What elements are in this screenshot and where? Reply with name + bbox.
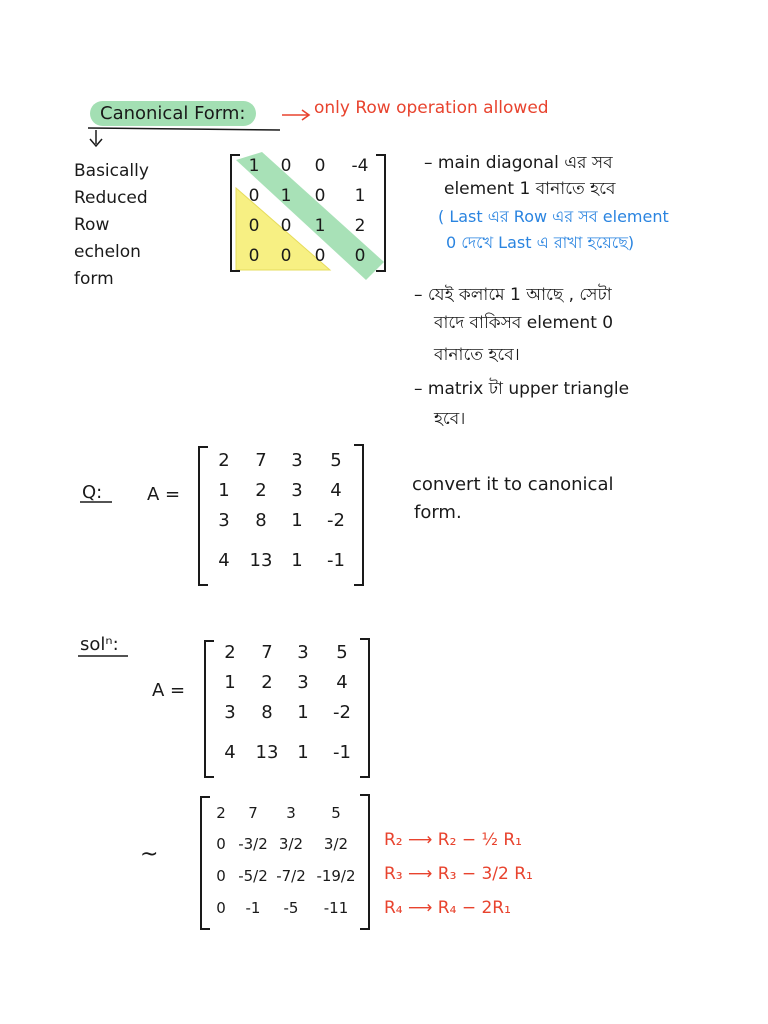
note-1-line-2: element 1 বানাতে হবে — [444, 179, 616, 199]
matrix-cell: -3/2 — [238, 835, 268, 853]
matrix-cell: -1 — [327, 550, 345, 571]
note-1-line-1: – main diagonal এর সব — [424, 153, 613, 173]
matrix-cell: 0 — [248, 186, 260, 206]
matrix-cell: 3 — [291, 480, 303, 501]
matrix-cell: 0 — [314, 156, 326, 176]
matrix-cell: 0 — [280, 246, 292, 266]
note-2-line-3: বানাতে হবে। — [434, 345, 520, 365]
matrix-cell: 8 — [261, 702, 273, 723]
matrix-cell: 2 — [224, 642, 236, 663]
matrix-cell: 1 — [248, 156, 260, 176]
basically-line: Reduced — [74, 188, 148, 208]
basically-label — [74, 158, 149, 293]
title-underline — [88, 128, 280, 130]
matrix-cell: 3/2 — [278, 835, 304, 853]
matrix-cell: -19/2 — [316, 867, 356, 885]
matrix-cell: 1 — [291, 550, 303, 571]
matrix-cell: 3 — [297, 672, 309, 693]
reduced-matrix — [208, 798, 362, 924]
note-3-line-1: – matrix টা upper triangle — [414, 379, 630, 399]
canonical-matrix — [238, 156, 382, 276]
matrix-cell: 3 — [297, 642, 309, 663]
title-note: only Row operation allowed — [314, 98, 549, 118]
tilde-equivalence: ~ — [140, 842, 159, 867]
matrix-cell: 2 — [216, 804, 226, 822]
matrix-cell: 0 — [314, 186, 326, 206]
blue-note-line-2: 0 দেখে Last এ রাখা হয়েছে) — [446, 233, 635, 252]
matrix-cell: 0 — [354, 246, 366, 266]
matrix-cell: 2 — [261, 672, 273, 693]
matrix-cell: 0 — [314, 246, 326, 266]
page-title: Canonical Form: — [90, 101, 256, 126]
matrix-cell: -5 — [283, 899, 299, 917]
matrix-cell: 1 — [297, 702, 309, 723]
matrix-cell: 1 — [218, 480, 230, 501]
matrix-cell: 0 — [216, 899, 226, 917]
note-3-line-2: হবে। — [434, 409, 466, 429]
question-label: Q: — [82, 482, 103, 503]
matrix-cell: 0 — [216, 835, 226, 853]
matrix-cell: -2 — [333, 702, 351, 723]
matrix-cell: -1 — [333, 742, 351, 763]
question-text-line-2: form. — [414, 502, 462, 523]
matrix-cell: 5 — [331, 804, 341, 822]
matrix-cell: 7 — [248, 804, 258, 822]
matrix-cell: 0 — [280, 156, 292, 176]
matrix-cell: 7 — [261, 642, 273, 663]
matrix-cell: -4 — [351, 156, 369, 176]
row-operation: R₃ ⟶ R₃ − 3/2 R₁ — [384, 864, 533, 884]
matrix-cell: 0 — [280, 216, 292, 236]
solution-label: solⁿ: — [80, 634, 119, 655]
matrix-cell: -2 — [327, 510, 345, 531]
basically-line: Basically — [74, 161, 149, 181]
matrix-cell: -11 — [323, 899, 349, 917]
matrix-cell: 2 — [354, 216, 366, 236]
matrix-cell: 3 — [224, 702, 236, 723]
matrix-cell: 13 — [249, 550, 273, 571]
matrix-cell: 1 — [224, 672, 236, 693]
solution-a-label: A = — [152, 680, 186, 701]
matrix-cell: 13 — [255, 742, 279, 763]
matrix-cell: 0 — [216, 867, 226, 885]
matrix-cell: 4 — [224, 742, 236, 763]
matrix-cell: 0 — [248, 216, 260, 236]
matrix-cell: 1 — [291, 510, 303, 531]
solution-matrix — [212, 642, 364, 782]
matrix-cell: 8 — [255, 510, 267, 531]
matrix-cell: 3 — [218, 510, 230, 531]
row-operation: R₄ ⟶ R₄ − 2R₁ — [384, 898, 511, 918]
matrix-cell: 1 — [297, 742, 309, 763]
matrix-cell: 1 — [354, 186, 366, 206]
matrix-cell: -5/2 — [238, 867, 268, 885]
question-text-line-1: convert it to canonical — [412, 474, 614, 495]
matrix-cell: 7 — [255, 450, 267, 471]
matrix-cell: 5 — [330, 450, 342, 471]
blue-note-line-1: ( Last এর Row এর সব element — [438, 207, 669, 226]
basically-line: echelon — [74, 242, 141, 262]
note-2-line-1: – যেই কলামে 1 আছে , সেটা — [414, 285, 612, 305]
matrix-cell: 4 — [336, 672, 348, 693]
matrix-cell: 1 — [314, 216, 326, 236]
question-matrix — [206, 450, 358, 590]
question-a-label: A = — [147, 484, 181, 505]
matrix-cell: -7/2 — [276, 867, 306, 885]
matrix-cell: 5 — [336, 642, 348, 663]
matrix-cell: 4 — [330, 480, 342, 501]
matrix-cell: 3 — [291, 450, 303, 471]
row-operation: R₂ ⟶ R₂ − ½ R₁ — [384, 830, 522, 850]
matrix-cell: 4 — [218, 550, 230, 571]
matrix-cell: 0 — [248, 246, 260, 266]
matrix-cell: 2 — [218, 450, 230, 471]
matrix-cell: -1 — [245, 899, 261, 917]
basically-line: Row — [74, 215, 110, 235]
matrix-cell: 3 — [286, 804, 296, 822]
matrix-cell: 3/2 — [323, 835, 349, 853]
matrix-cell: 1 — [280, 186, 292, 206]
note-2-line-2: বাদে বাকিসব element 0 — [434, 313, 614, 333]
matrix-cell: 2 — [255, 480, 267, 501]
basically-line: form — [74, 269, 114, 289]
